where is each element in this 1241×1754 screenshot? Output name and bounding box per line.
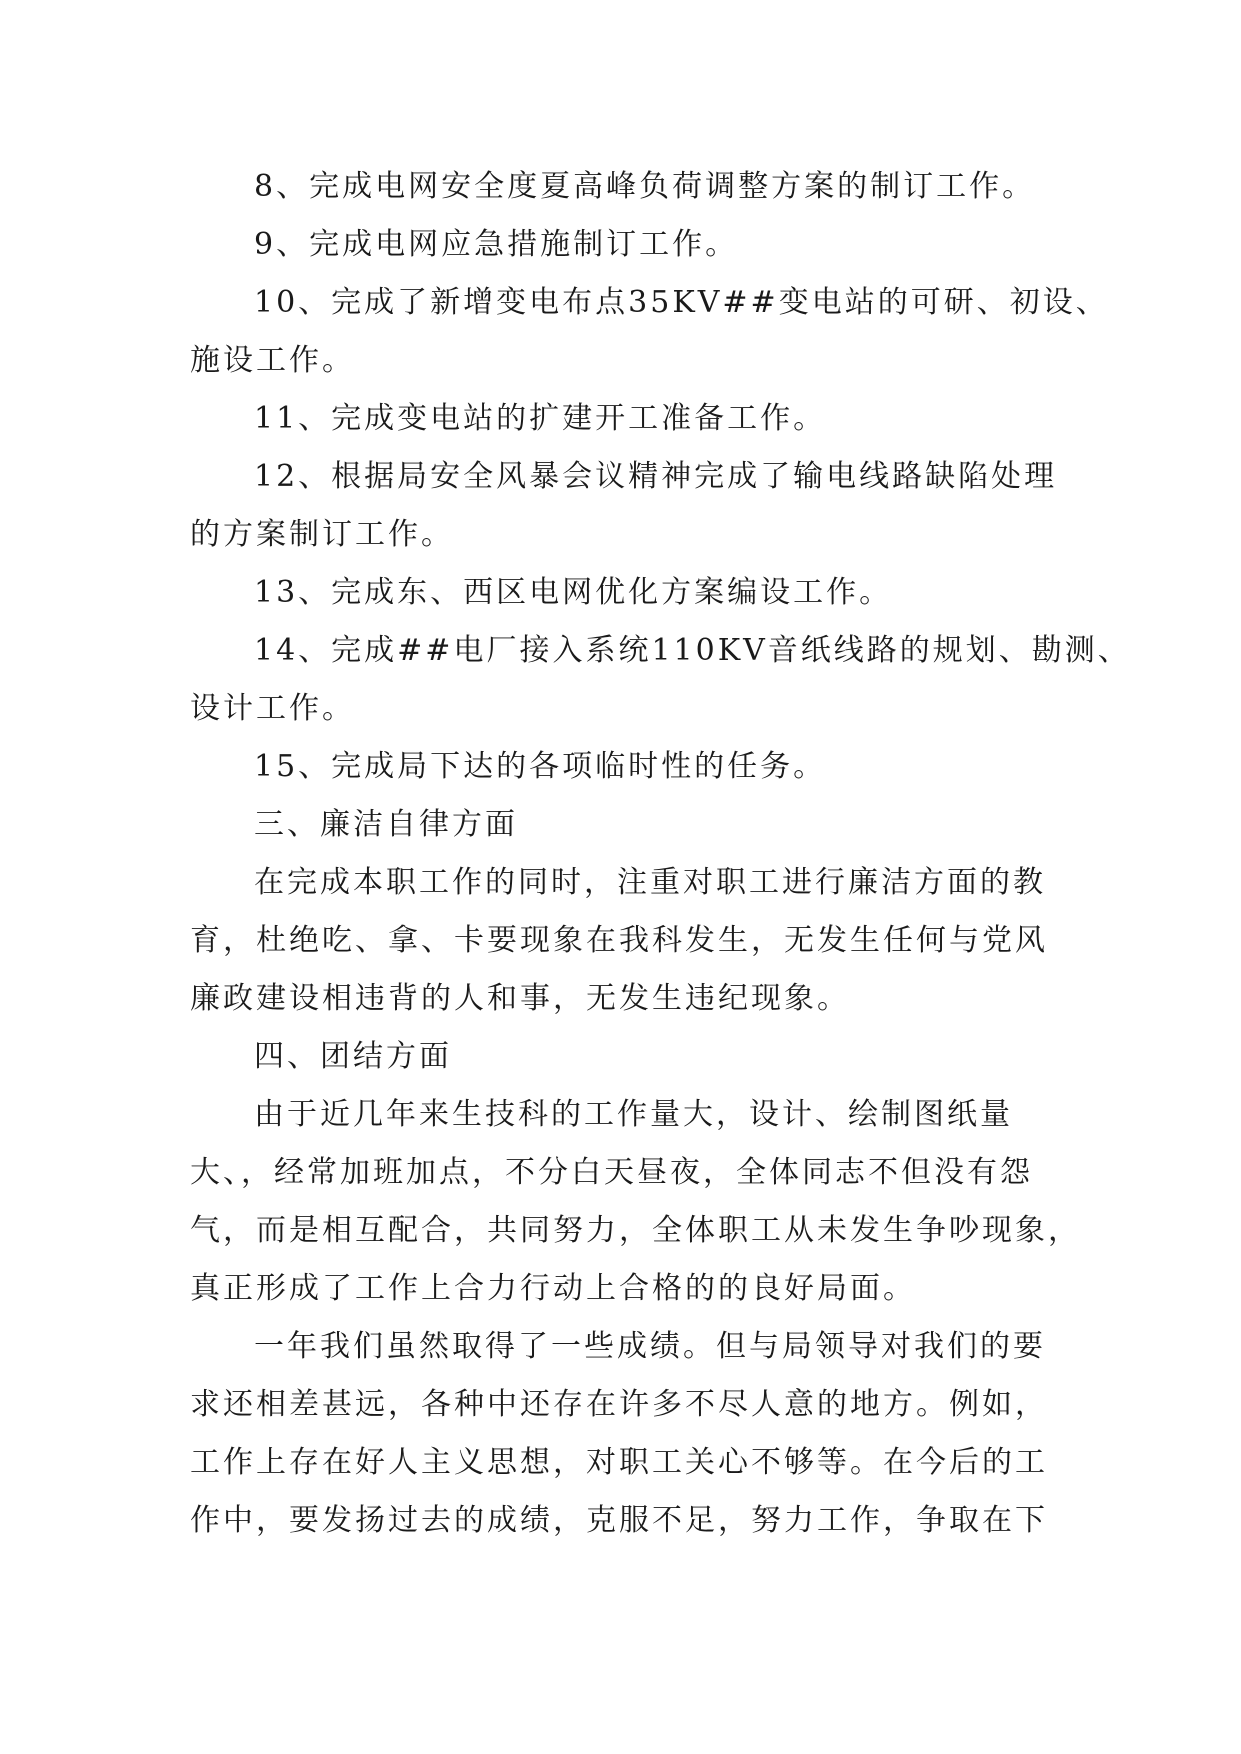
summary-paragraph-line-1: 一年我们虽然取得了一些成绩。但与局领导对我们的要 — [254, 1329, 1046, 1364]
integrity-paragraph-line-2: 育，杜绝吃、拿、卡要现象在我科发生，无发生任何与党风 — [190, 923, 1048, 958]
unity-paragraph-line-2: 大、，经常加班加点，不分白天昼夜，全体同志不但没有怨 — [190, 1155, 1033, 1190]
paragraph-item-10-first-line: 10、完成了新增变电布点35KV##变电站的可研、初设、 — [254, 285, 1109, 320]
paragraph-item-13: 13、完成东、西区电网优化方案编设工作。 — [254, 575, 893, 610]
unity-paragraph-line-3: 气，而是相互配合，共同努力，全体职工从未发生争吵现象， — [190, 1213, 1081, 1248]
section-heading-integrity: 三、廉洁自律方面 — [254, 807, 518, 842]
paragraph-item-14-first-line: 14、完成##电厂接入系统110KV音纸线路的规划、勘测、 — [254, 633, 1131, 668]
summary-paragraph-line-4: 作中，要发扬过去的成绩，克服不足，努力工作，争取在下 — [190, 1503, 1048, 1538]
unity-paragraph-line-1: 由于近几年来生技科的工作量大，设计、绘制图纸量 — [254, 1097, 1013, 1132]
paragraph-item-12-first-line: 12、根据局安全风暴会议精神完成了输电线路缺陷处理 — [254, 459, 1058, 494]
document-page — [190, 158, 1131, 1550]
paragraph-item-11: 11、完成变电站的扩建开工准备工作。 — [254, 401, 827, 436]
paragraph-item-10-continuation: 施设工作。 — [190, 343, 355, 378]
summary-paragraph-line-3: 工作上存在好人主义思想，对职工关心不够等。在今后的工 — [190, 1445, 1048, 1480]
paragraph-item-14-continuation: 设计工作。 — [190, 691, 355, 726]
section-heading-unity: 四、团结方面 — [254, 1039, 452, 1074]
paragraph-item-12-continuation: 的方案制订工作。 — [190, 517, 454, 552]
paragraph-item-9: 9、完成电网应急措施制订工作。 — [254, 227, 739, 262]
integrity-paragraph-line-1: 在完成本职工作的同时，注重对职工进行廉洁方面的教 — [254, 865, 1046, 900]
integrity-paragraph-line-3: 廉政建设相违背的人和事，无发生违纪现象。 — [190, 981, 850, 1016]
paragraph-item-15: 15、完成局下达的各项临时性的任务。 — [254, 749, 827, 784]
unity-paragraph-line-4: 真正形成了工作上合力行动上合格的的良好局面。 — [190, 1271, 916, 1306]
paragraph-item-8: 8、完成电网安全度夏高峰负荷调整方案的制订工作。 — [254, 169, 1036, 204]
summary-paragraph-line-2: 求还相差甚远，各种中还存在许多不尽人意的地方。例如， — [190, 1387, 1048, 1422]
